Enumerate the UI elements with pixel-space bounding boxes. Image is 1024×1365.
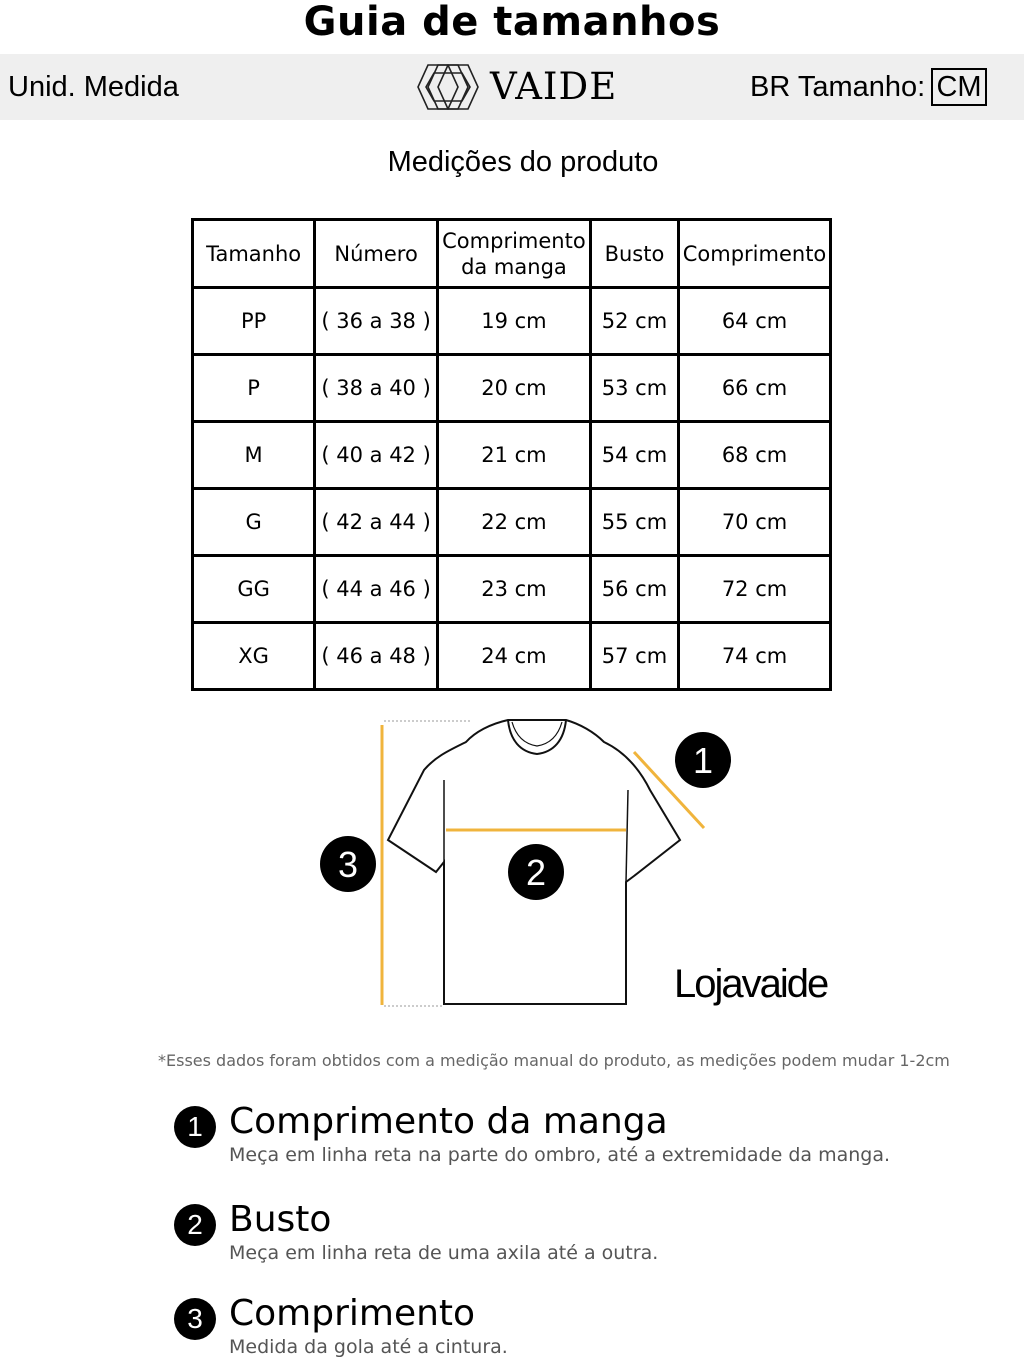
table-cell: GG [193,556,315,623]
table-row [193,288,831,355]
table-row [193,556,831,623]
column-header: Tamanho [193,220,315,288]
table-cell: 19 cm [437,288,590,355]
legend-number-1: 1 [174,1106,216,1148]
legend-number-2: 2 [174,1204,216,1246]
table-cell: ( 38 a 40 ) [315,355,438,422]
brand-logo [414,61,618,113]
table-row [193,623,831,690]
marker-3 [320,836,376,892]
table-cell: XG [193,623,315,690]
size-label: BR Tamanho: [750,71,926,103]
legend-item-bust [174,1198,994,1268]
legend-title: Comprimento [229,1293,476,1334]
table-cell: 66 cm [679,355,831,422]
table-cell: 52 cm [590,288,678,355]
legend-item-length [174,1292,994,1362]
table-cell: ( 36 a 38 ) [315,288,438,355]
table-cell: M [193,422,315,489]
table-cell: PP [193,288,315,355]
marker-1-label: 1 [692,740,714,781]
table-cell: ( 44 a 46 ) [315,556,438,623]
legend-description: Meça em linha reta de uma axila até a outra. [229,1242,659,1264]
table-header-row [193,220,831,288]
table-cell: 23 cm [437,556,590,623]
table-cell: ( 46 a 48 ) [315,623,438,690]
table-cell: 54 cm [590,422,678,489]
table-cell: 22 cm [437,489,590,556]
legend-description: Medida da gola até a cintura. [229,1336,508,1358]
watermark-text: Lojavaide [674,962,828,1006]
legend-number-3: 3 [174,1298,216,1340]
column-header: Comprimento [679,220,831,288]
hexagon-logo-icon [414,61,490,113]
table-cell: ( 40 a 42 ) [315,422,438,489]
table-cell: 24 cm [437,623,590,690]
section-title: Medições do produto [387,146,659,178]
marker-3-label: 3 [337,844,359,885]
legend-description: Meça em linha reta na parte do ombro, até a extremidade da manga. [229,1144,891,1166]
legend-title: Comprimento da manga [229,1101,668,1142]
table-row [193,422,831,489]
column-header: Número [315,220,438,288]
table-cell: 70 cm [679,489,831,556]
table-row [193,489,831,556]
marker-2 [508,844,564,900]
table-cell: 56 cm [590,556,678,623]
table-cell: ( 42 a 44 ) [315,489,438,556]
unit-label: Unid. Medida [8,71,179,103]
table-cell: 64 cm [679,288,831,355]
brand-name: VAIDE [490,65,618,108]
legend-item-sleeve [174,1100,994,1170]
table-cell: G [193,489,315,556]
marker-1 [675,732,731,788]
size-table [191,218,832,691]
table-cell: 72 cm [679,556,831,623]
unit-value-box: CM [931,68,987,106]
column-header: Busto [590,220,678,288]
table-cell: 53 cm [590,355,678,422]
table-cell: 21 cm [437,422,590,489]
table-cell: 55 cm [590,489,678,556]
footnote: *Esses dados foram obtidos com a medição manual do produto, as medições podem mudar 1-2cm [158,1051,950,1070]
table-cell: 20 cm [437,355,590,422]
table-cell: 74 cm [679,623,831,690]
table-cell: 57 cm [590,623,678,690]
tshirt-diagram [0,700,1024,1020]
marker-2-label: 2 [525,852,547,893]
table-row [193,355,831,422]
header-bar [0,54,1024,120]
column-header: Comprimento da manga [437,220,590,288]
legend-title: Busto [229,1199,332,1240]
table-cell: 68 cm [679,422,831,489]
table-cell: P [193,355,315,422]
page-title: Guia de tamanhos [303,0,721,45]
